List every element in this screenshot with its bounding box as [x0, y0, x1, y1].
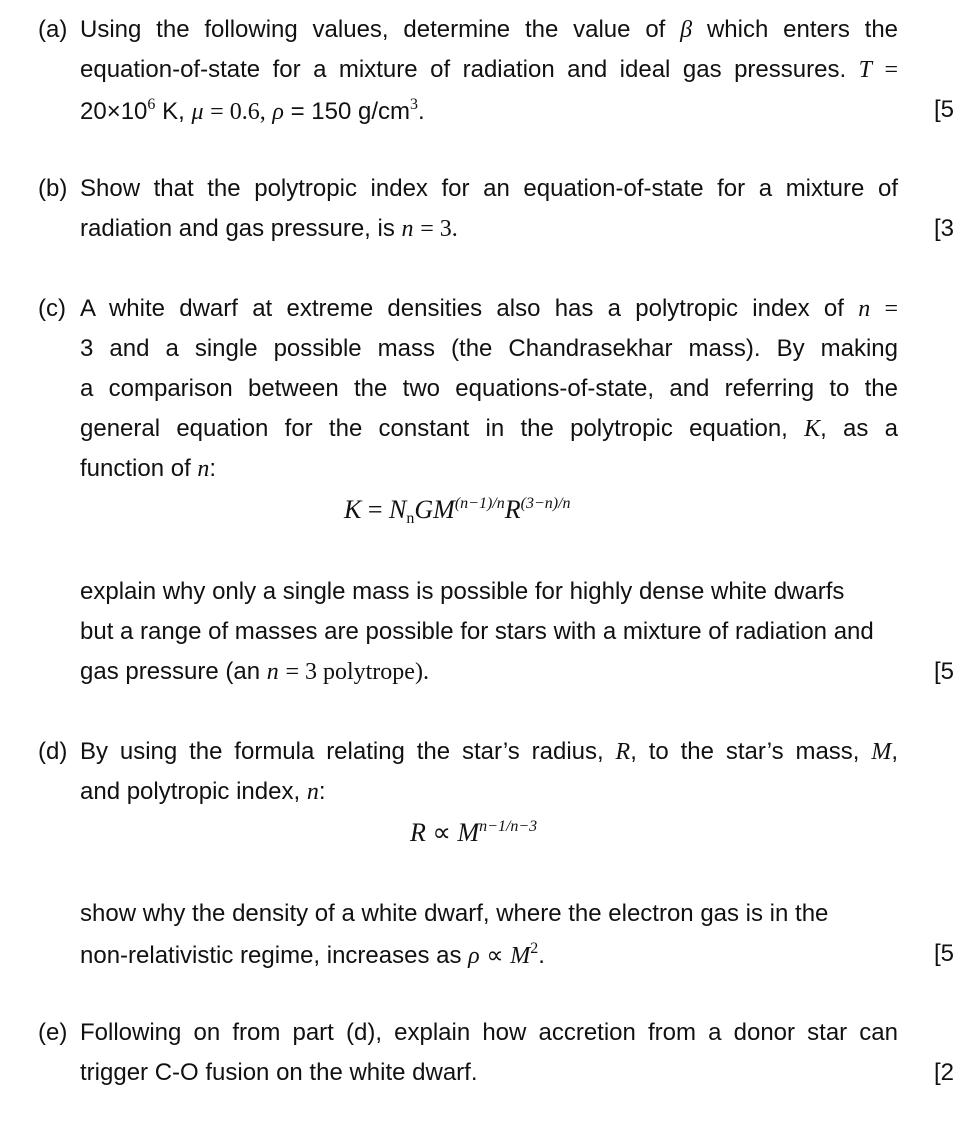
- question-a-label: (a): [38, 16, 68, 43]
- question-d-text-1b: , to the star’s mass,: [630, 738, 860, 765]
- question-c-label: (c): [38, 295, 66, 322]
- rho-symbol: ρ: [272, 99, 284, 125]
- question-e-text-1: Following on from part (d), explain how accretion from a donor star can: [80, 1019, 898, 1046]
- question-d-line-4: [80, 940, 545, 970]
- period: .: [538, 942, 545, 969]
- eq-R: R: [504, 495, 521, 524]
- question-c-line-6: [80, 578, 844, 606]
- equals-sign: =: [884, 296, 898, 322]
- K-symbol: K: [804, 416, 821, 442]
- question-e-line-2: [80, 1059, 478, 1087]
- question-a-text-1b: which enters the: [706, 16, 899, 43]
- eq-M-exponent: (n−1)/n: [454, 495, 505, 512]
- eq-N: N: [389, 495, 407, 524]
- question-d-marks: [5: [934, 940, 955, 967]
- eq-K: K: [344, 495, 362, 524]
- question-a-text-1: Using the following values, determine the value of: [80, 16, 666, 43]
- mu-value: = 0.6,: [210, 99, 266, 125]
- question-c-line-2: [80, 335, 898, 363]
- eq-equals: =: [367, 495, 383, 524]
- colon: :: [209, 455, 217, 482]
- question-d-text-2a: and polytropic index,: [80, 778, 301, 805]
- question-a-line-1: [80, 16, 898, 44]
- question-e-line-1: [80, 1019, 898, 1047]
- eq-M: M: [457, 818, 480, 847]
- question-b-label: (b): [38, 175, 68, 202]
- n-symbol: n: [266, 659, 279, 685]
- M-exponent: 2: [530, 940, 539, 957]
- rho-symbol: ρ: [468, 943, 480, 969]
- question-d-line-2: [80, 778, 325, 806]
- eq-R-exponent: (3−n)/n: [520, 495, 571, 512]
- question-d-text-3: show why the density of a white dwarf, where the electron gas is in the: [80, 900, 829, 927]
- question-c-line-4: [80, 415, 898, 443]
- temperature-unit: K,: [162, 98, 185, 125]
- question-b-marks: [3: [934, 215, 955, 242]
- equals-sign: =: [884, 57, 899, 83]
- n-symbol: n: [197, 456, 210, 482]
- n-symbol: n: [401, 216, 414, 242]
- comma: ,: [891, 738, 899, 765]
- n-value: = 3.: [420, 216, 458, 242]
- question-c-line-1: [80, 295, 898, 323]
- question-c-text-4b: , as a: [820, 415, 899, 442]
- eq-proportional: ∝: [432, 818, 451, 847]
- question-c-line-8: [80, 658, 429, 686]
- question-b-line-1: [80, 175, 898, 203]
- question-c-text-2: 3 and a single possible mass (the Chandrasekhar mass). By making: [80, 335, 898, 362]
- rho-exponent: 3: [409, 96, 418, 113]
- equation-R: [410, 818, 537, 848]
- question-b-line-2: [80, 215, 458, 243]
- question-c-line-7: [80, 618, 874, 646]
- question-c-marks: [5: [934, 658, 955, 685]
- proportional-symbol: ∝: [486, 943, 504, 969]
- mu-symbol: μ: [191, 99, 204, 125]
- colon: :: [318, 778, 326, 805]
- M-symbol: M: [871, 739, 892, 765]
- eq-G: G: [414, 495, 434, 524]
- question-c-text-5: function of: [80, 455, 191, 482]
- question-e-label: (e): [38, 1019, 68, 1046]
- question-c-text-3: a comparison between the two equations-of-state, and referring to the: [80, 375, 898, 402]
- question-a-marks: [5: [934, 96, 955, 123]
- question-c-text-1: A white dwarf at extreme densities also has a polytropic index of: [80, 295, 844, 322]
- question-e-text-2: trigger C-O fusion on the white dwarf.: [80, 1059, 478, 1086]
- eq-M-exponent: n−1/n−3: [479, 818, 538, 835]
- question-c-text-8a: gas pressure (an: [80, 658, 261, 685]
- period: .: [417, 98, 425, 125]
- eq-M: M: [433, 495, 455, 524]
- R-symbol: R: [615, 739, 631, 765]
- question-c-text-6: explain why only a single mass is possible for highly dense white dwarfs: [80, 578, 845, 605]
- question-a-line-2: [80, 56, 898, 84]
- temperature-symbol: T: [858, 57, 872, 83]
- rho-value: = 150 g/cm: [290, 98, 410, 125]
- question-d-label: (d): [38, 738, 68, 765]
- question-e-marks: [2: [934, 1059, 955, 1086]
- question-b-text-2: radiation and gas pressure, is: [80, 215, 395, 242]
- question-d-text-4a: non-relativistic regime, increases as: [80, 942, 462, 969]
- question-d-line-3: [80, 900, 828, 928]
- equation-K: [344, 495, 571, 528]
- question-c-text-7: but a range of masses are possible for stars with a mixture of radiation and: [80, 618, 874, 645]
- question-c-line-5: [80, 455, 216, 483]
- question-d-line-1: [80, 738, 898, 766]
- n-symbol: n: [858, 296, 871, 322]
- temperature-value: 20×10: [80, 98, 148, 125]
- question-b-text-1: Show that the polytropic index for an equation-of-state for a mixture of: [80, 175, 898, 202]
- M-symbol: M: [510, 943, 531, 969]
- question-c-text-8b: = 3 polytrope).: [285, 659, 429, 685]
- beta-symbol: β: [680, 17, 693, 43]
- eq-N-subscript: n: [406, 510, 415, 527]
- question-c-text-4a: general equation for the constant in the polytropic equation,: [80, 415, 788, 442]
- question-c-line-3: [80, 375, 898, 403]
- question-a-text-2: equation-of-state for a mixture of radiation and ideal gas pressures.: [80, 56, 847, 83]
- n-symbol: n: [306, 779, 319, 805]
- question-a-line-3: [80, 96, 425, 126]
- eq-R: R: [410, 818, 426, 847]
- question-d-text-1a: By using the formula relating the star’s radius,: [80, 738, 604, 765]
- temperature-exponent: 6: [147, 96, 156, 113]
